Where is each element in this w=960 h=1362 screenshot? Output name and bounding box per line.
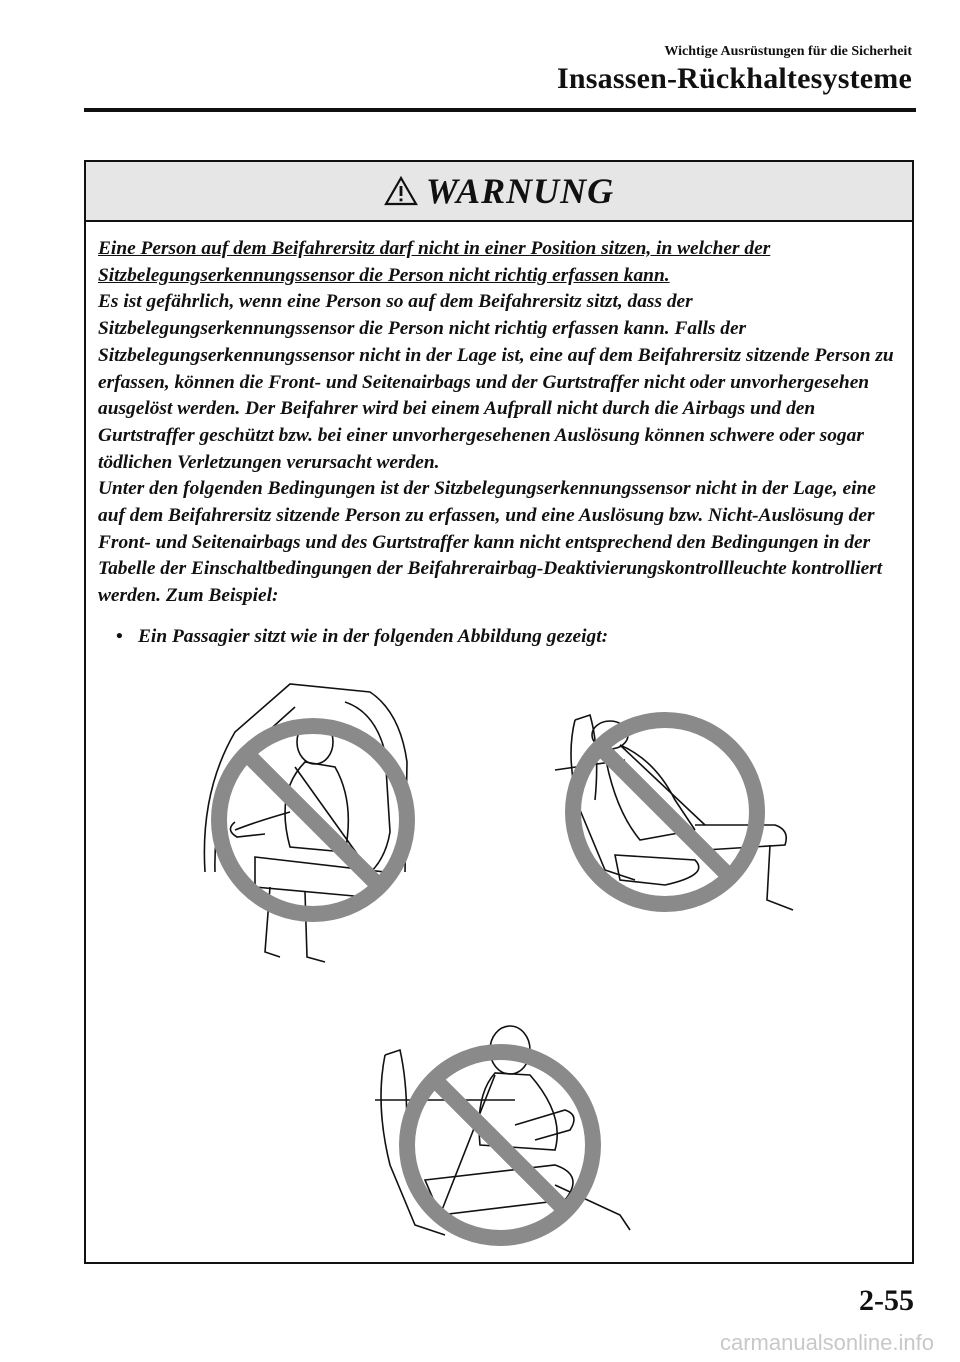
warning-header: [86, 162, 912, 222]
illustration-leaning-sideways: [545, 700, 805, 930]
warning-underlined-line-2: Sitzbelegungserkennungssensor die Person nicht richtig erfassen kann.: [98, 264, 670, 286]
watermark: carmanualsonline.info: [719, 1330, 934, 1355]
page-title: Insassen-Rückhaltesysteme: [556, 62, 912, 95]
warning-paragraph-1: Es ist gefährlich, wenn eine Person so auf dem Beifahrersitz sitzt, dass der Sitzbelegungserkennungssensor die Person nicht richtig erfassen kann. Falls der Sitzbelegungserkennungssensor nicht in der Lage ist, eine auf dem Beifahrersitz sitzende Person zu erfassen, können die Front- und Seitenairbags und der Gurtstraffer nicht oder unvorhergesehen ausgelöst werden. Der Beifahrer wird bei einem Aufprall nicht durch die Airbags und den Gurtstraffer geschützt bzw. bei einer unvorhergesehenen Auslösung können schwere oder sogar tödlichen Verletzungen verursacht werden.: [98, 291, 894, 473]
warning-triangle-icon: [384, 176, 418, 206]
page-number: 2-55: [859, 1284, 914, 1317]
bullet-item: [98, 624, 898, 651]
warning-underlined-line-1: Eine Person auf dem Beifahrersitz darf nicht in einer Position sitzen, in welcher der: [98, 238, 771, 259]
section-subtitle: Wichtige Ausrüstungen für die Sicherheit: [664, 44, 912, 59]
bullet-dot: •: [116, 625, 123, 647]
warning-paragraph-2: Unter den folgenden Bedingungen ist der Sitzbelegungserkennungssensor nicht in der Lage, eine auf dem Beifahrersitz sitzende Person zu erfassen, und eine Auslösung bzw. Nicht-Auslösung der Front- und Seitenairbags und des Gurtstraffer kann nicht entsprechend den Bedingungen in der Tabelle der Einschaltbedingungen der Beifahrerairbag-Deaktivierungskontrollleuchte kontrolliert werden. Zum Beispiel:: [98, 478, 883, 607]
illustration-leaning-forward: [195, 672, 430, 972]
header-rule: [84, 108, 916, 112]
warning-title: WARNUNG: [425, 171, 615, 211]
warning-body: [86, 222, 912, 651]
illustration-seated-forward-edge: [365, 1015, 645, 1255]
bullet-text: Ein Passagier sitzt wie in der folgenden Abbildung gezeigt:: [138, 625, 609, 647]
